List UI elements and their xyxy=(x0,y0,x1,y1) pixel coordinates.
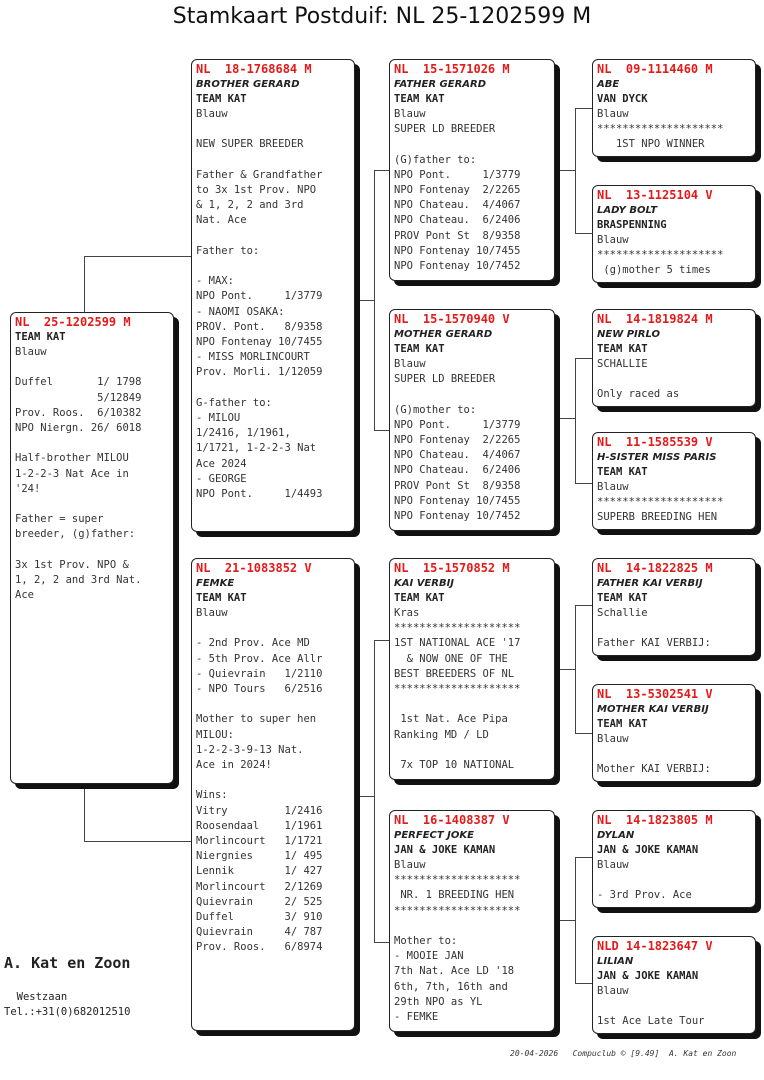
pigeon-card-ff[interactable] xyxy=(389,59,555,281)
pigeon-name: MOTHER KAI VERBIJ xyxy=(597,704,709,715)
pigeon-details: SCHALLIE Only raced as xyxy=(597,358,680,401)
pigeon-details: Blauw ******************** NR. 1 BREEDING HEN ******************** Mother to: - MOOIE JAN 7th Nat. Ace LD '18 6th, 7th, 16th and 29th NPO as YL - FEMKE xyxy=(394,859,521,1024)
ring-number: NL 18-1768684 M xyxy=(196,62,312,76)
connector-line xyxy=(84,841,192,842)
ring-number: NL 09-1114460 M xyxy=(597,62,713,76)
connector-line xyxy=(374,942,390,943)
pigeon-card-mm[interactable] xyxy=(389,810,555,1032)
ring-number: NL 25-1202599 M xyxy=(15,315,131,329)
connector-line xyxy=(575,857,576,983)
connector-line xyxy=(374,640,375,942)
pigeon-details: Blauw ******************** (g)mother 5 times xyxy=(597,234,724,277)
owner: BRASPENNING xyxy=(597,219,667,231)
owner: TEAM KAT xyxy=(597,592,648,604)
connector-line xyxy=(575,108,592,109)
pigeon-details: Blauw ******************** 1ST NPO WINNER xyxy=(597,108,724,151)
ring-number: NL 15-1570940 V xyxy=(394,312,510,326)
footer-credits: 20-04-2026 Compuclub © [9.49] A. Kat en Zoon xyxy=(510,1049,737,1058)
owner: TEAM KAT xyxy=(196,93,247,105)
ring-number: NL 15-1571026 M xyxy=(394,62,510,76)
owner: TEAM KAT xyxy=(394,592,445,604)
connector-line xyxy=(84,256,85,314)
connector-line xyxy=(575,733,592,734)
connector-line xyxy=(84,256,192,257)
pigeon-card-mf[interactable] xyxy=(389,558,555,780)
ring-number: NL 14-1819824 M xyxy=(597,312,713,326)
pigeon-card-fmm[interactable] xyxy=(592,432,756,530)
pigeon-name: BROTHER GERARD xyxy=(196,79,300,90)
connector-line xyxy=(555,418,575,419)
breeder-address: Westzaan Tel.:+31(0)682012510 xyxy=(4,991,131,1018)
pigeon-name: LADY BOLT xyxy=(597,205,658,216)
pigeon-card-mff[interactable] xyxy=(592,558,756,656)
pigeon-details: Blauw - 3rd Prov. Ace xyxy=(597,859,692,902)
connector-line xyxy=(374,430,390,431)
owner: VAN DYCK xyxy=(597,93,648,105)
connector-line xyxy=(555,669,575,670)
owner: TEAM KAT xyxy=(597,718,648,730)
connector-line xyxy=(575,358,576,483)
pigeon-card-mmm[interactable] xyxy=(592,936,756,1034)
pigeon-details: Blauw 1st Ace Late Tour xyxy=(597,985,705,1028)
ring-number: NL 21-1083852 V xyxy=(196,561,312,575)
pigeon-details: Schallie Father KAI VERBIJ: xyxy=(597,607,711,650)
owner: JAN & JOKE KAMAN xyxy=(597,970,699,982)
pigeon-name: ABE xyxy=(597,79,620,90)
pigeon-card-father[interactable] xyxy=(191,59,355,532)
connector-line xyxy=(374,640,390,641)
pigeon-card-fmf[interactable] xyxy=(592,309,756,407)
pigeon-details: Blauw NEW SUPER BREEDER Father & Grandfather to 3x 1st Prov. NPO & 1, 2, 2 and 3rd Nat. Ace Father to: - MAX: NPO Pont. 1/3779 - NAOMI OSAKA: PROV. Pont. 8/9358 NPO Fontenay 10/7455 - MISS MORLINCOURT Prov. Morli. 1/12059 G-father to: - MILOU 1/2416, 1/1961, 1/1721, 1-2-2-3 Nat Ace 2024 - GEORGE NPO Pont. 1/4493 xyxy=(196,108,323,501)
connector-line xyxy=(555,170,575,171)
pigeon-card-mfm[interactable] xyxy=(592,684,756,782)
pigeon-details: Blauw Duffel 1/ 1798 5/12849 Prov. Roos. 6/10382 NPO Niergn. 26/ 6018 Half-brother MILOU 1-2-2-3 Nat Ace in '24! Father = super breeder, (g)father: 3x 1st Prov. NPO & 1, 2, 2 and 3rd Nat. Ace xyxy=(15,346,142,602)
pigeon-name: MOTHER GERARD xyxy=(394,329,493,340)
pigeon-card-fm[interactable] xyxy=(389,309,555,531)
pigeon-name: PERFECT JOKE xyxy=(394,830,474,841)
connector-line xyxy=(84,784,85,842)
pigeon-details: Kras ******************** 1ST NATIONAL ACE '17 & NOW ONE OF THE BEST BREEDERS OF NL ******************** 1st Nat. Ace Pipa Ranking MD / LD 7x TOP 10 NATIONAL xyxy=(394,607,521,772)
owner: TEAM KAT xyxy=(394,93,445,105)
owner: JAN & JOKE KAMAN xyxy=(597,844,699,856)
connector-line xyxy=(575,983,592,984)
owner: TEAM KAT xyxy=(15,331,66,343)
pigeon-name: LILIAN xyxy=(597,956,634,967)
connector-line xyxy=(575,483,592,484)
owner: JAN & JOKE KAMAN xyxy=(394,844,496,856)
connector-line xyxy=(374,170,390,171)
connector-line xyxy=(374,170,375,430)
pigeon-name: KAI VERBIJ xyxy=(394,578,455,589)
pigeon-card-fff[interactable] xyxy=(592,59,756,157)
pigeon-name: DYLAN xyxy=(597,830,635,841)
pigeon-details: Blauw SUPER LD BREEDER (G)father to: NPO Pont. 1/3779 NPO Fontenay 2/2265 NPO Chateau. 4/4067 NPO Chateau. 6/2406 PROV Pont St 8/9358 NPO Fontenay 10/7455 NPO Fontenay 10/7452 xyxy=(394,108,521,273)
connector-line xyxy=(575,108,576,233)
pigeon-card-ffm[interactable] xyxy=(592,185,756,283)
pigeon-name: NEW PIRLO xyxy=(597,329,660,340)
connector-line xyxy=(354,300,374,301)
page-title: Stamkaart Postduif: NL 25-1202599 M xyxy=(172,4,592,29)
ring-number: NL 14-1823805 M xyxy=(597,813,713,827)
owner: TEAM KAT xyxy=(597,466,648,478)
pigeon-name: FEMKE xyxy=(196,578,235,589)
pigeon-details: Blauw SUPER LD BREEDER (G)mother to: NPO Pont. 1/3779 NPO Fontenay 2/2265 NPO Chateau. 4/4067 NPO Chateau. 6/2406 PROV Pont St 8/9358 NPO Fontenay 10/7455 NPO Fontenay 10/7452 xyxy=(394,358,521,523)
ring-number: NL 15-1570852 M xyxy=(394,561,510,575)
connector-line xyxy=(575,605,592,606)
pigeon-card-subject[interactable] xyxy=(10,312,174,784)
owner: TEAM KAT xyxy=(394,343,445,355)
pigeon-details: Blauw Mother KAI VERBIJ: xyxy=(597,733,711,776)
ring-number: NL 13-1125104 V xyxy=(597,188,713,202)
ring-number: NL 13-5302541 V xyxy=(597,687,713,701)
connector-line xyxy=(575,857,592,858)
connector-line xyxy=(575,233,592,234)
ring-number: NL 14-1822825 M xyxy=(597,561,713,575)
pigeon-name: H-SISTER MISS PARIS xyxy=(597,452,717,463)
connector-line xyxy=(575,605,576,733)
connector-line xyxy=(555,920,575,921)
pigeon-details: Blauw - 2nd Prov. Ace MD - 5th Prov. Ace Allr - Quievrain 1/2110 - NPO Tours 6/2516 Mother to super hen MILOU: 1-2-2-3-9-13 Nat. Ace in 2024! Wins: Vitry 1/2416 Roosendaal 1/1961 Morlincourt 1/1721 Niergnies 1/ 495 Lennik 1/ 427 Morlincourt 2/1269 Quievrain 2/ 525 Duffel 3/ 910 Quievrain 4/ 787 Prov. Roos. 6/8974 xyxy=(196,607,323,954)
breeder-name: A. Kat en Zoon xyxy=(4,954,131,972)
pigeon-card-mother[interactable] xyxy=(191,558,355,1031)
pigeon-name: FATHER GERARD xyxy=(394,79,487,90)
ring-number: NL 11-1585539 V xyxy=(597,435,713,449)
pigeon-details: Blauw ******************** SUPERB BREEDING HEN xyxy=(597,481,724,524)
pigeon-card-mmf[interactable] xyxy=(592,810,756,908)
pigeon-name: FATHER KAI VERBIJ xyxy=(597,578,703,589)
connector-line xyxy=(575,358,592,359)
ring-number: NLD 14-1823647 V xyxy=(597,939,713,953)
owner: TEAM KAT xyxy=(196,592,247,604)
owner: TEAM KAT xyxy=(597,343,648,355)
ring-number: NL 16-1408387 V xyxy=(394,813,510,827)
connector-line xyxy=(354,796,374,797)
